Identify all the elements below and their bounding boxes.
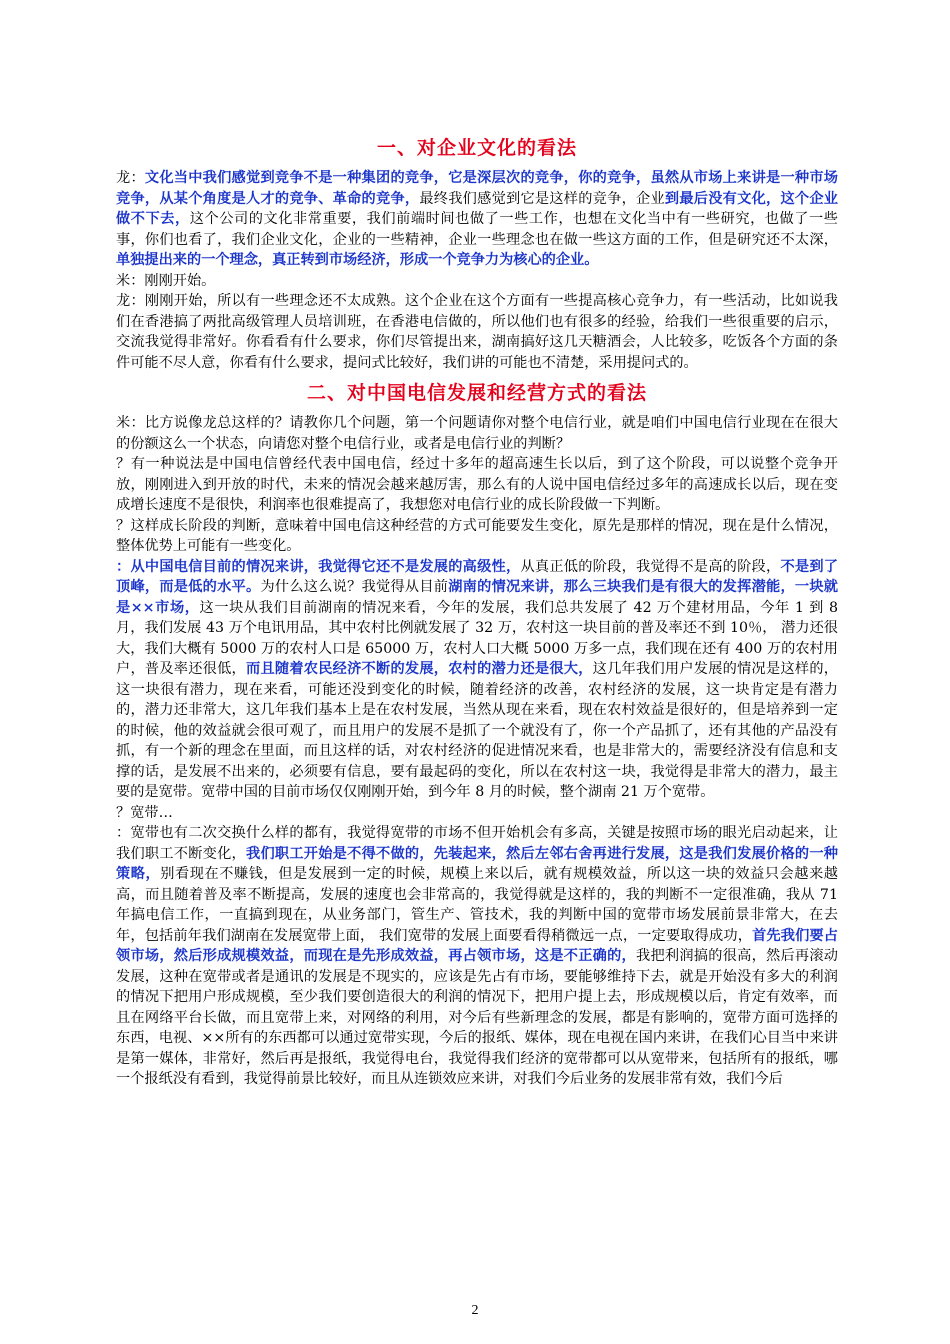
- body-text: 从真正低的阶段，我觉得不是高的阶段，: [520, 558, 781, 575]
- document-body: [116, 128, 838, 1090]
- highlighted-text: 到最后没有文化，这个企业做不下去，: [116, 190, 838, 227]
- paragraph: ？这样成长阶段的判断，意味着中国电信这种经营的方式可能要发生变化，原先是那样的情况，现在是什么情况，整体优势上可能有一些变化。: [116, 517, 838, 554]
- body-text: 最终我们感觉到它是这样的竞争，企业: [419, 190, 665, 207]
- section-heading-telecom-development: 二、对中国电信发展和经营方式的看法: [306, 382, 647, 404]
- paragraph: 龙：刚刚开始，所以有一些理念还不太成熟。这个企业在这个方面有一些提高核心竞争力，有一些活动，比如说我们在香港搞了两批高级管理人员培训班，在香港电信做的，所以他们也有很多的经验，给我们一些很重要的启示，交流我觉得非常好。你看看有什么要求，你们尽管提出来，湖南搞好这几天糖酒会，人比较多，吃饭各个方面的条件可能不尽人意，你看有什么要求，提问式比较好，我们讲的可能也不清楚，采用提问式的。: [116, 293, 838, 371]
- paragraph: [116, 168, 838, 271]
- paragraph: [116, 557, 838, 803]
- paragraph: [116, 823, 838, 1090]
- body-text: 我把利润搞的很高，然后再滚动发展，这种在宽带或者是通讯的发展是不现实的，应该是先占有市场，要能够维持下去，就是开始没有多大的利润的情况下把用户形成规模，至少我们要创造很大的利润的情况下，把用户提上去，形成规模以后，肯定有效率，而且在网络平台长做，而且宽带上来，对网络的利用，对今后有些新理念的发展，都是有影响的，宽带方面可选择的东西，电视、××所有的东西都可以通过宽带实现，今后的报纸、媒体，现在电视在国内来讲，在我们心目当中来讲是第一媒体，非常好，然后再是报纸，我觉得电台，我觉得我们经济的宽带都可以从宽带来，包括所有的报纸，哪一个报纸没有看到，我觉得前景比较好，而且从连锁效应来讲，对我们今后业务的发展非常有效，我们今后: [116, 948, 838, 1087]
- paragraph: 米：刚刚开始。: [116, 272, 216, 289]
- highlighted-text: 我们职工开始是不得不做的，先装起来，然后左邻右舍再进行发展，这是我们发展价格的一种策略，: [116, 845, 838, 882]
- body-text: 为什么这么说？我觉得从目前: [260, 579, 449, 595]
- highlighted-text: 不是到了顶峰，而是低的水平。: [116, 558, 838, 595]
- body-text: 这一块从我们目前湖南的情况来看，今年的发展，我们总共发展了 42 万个建材用品，今年 1 到 8 月，我们发展 43 万个电讯用品，其中农村比例就发展了 32 万，农村这一块目前的普及率还不到 10％， 潜力还很大，我们大概有 5000 万的农村人口是 65000 万，农村人口大概 5000 万多一点，我们现在还有 400 万的农村用户，普及率还很低，: [116, 599, 838, 677]
- paragraph: ？有一种说法是中国电信曾经代表中国电信，经过十多年的超高速生长以后，到了这个阶段，可以说整个竞争开放，刚刚进入到开放的时代，未来的情况会越来越厉害，那么有的人说中国电信经过多年的高速成长以后，现在变成增长速度不是很快，利润率也很难提高了，我想您对电信行业的成长阶段做一下判断。: [116, 456, 838, 513]
- paragraph: 米：比方说像龙总这样的？请教你几个问题，第一个问题请你对整个电信行业，就是咱们中国电信行业现在在很大的份额这么一个状态，向请您对整个电信行业，或者是电信行业的判断？: [116, 415, 838, 452]
- body-text: 这个公司的文化非常重要，我们前端时间也做了一些工作，也想在文化当中有一些研究，也做了一些事，你们也看了，我们企业文化，企业的一些精神，企业一些理念也在做一些这方面的工作，但是研究还不太深，: [116, 211, 838, 248]
- highlighted-text: 单独提出来的一个理念，真正转到市场经济，形成一个竞争力为核心的企业。: [116, 252, 599, 268]
- body-text: ：宽带也有二次交换什么样的都有，我觉得宽带的市场不但开始机会有多高，关键是按照市场的眼光启动起来，让我们职工不断变化，: [116, 825, 838, 862]
- paragraph: ？宽带…: [116, 804, 173, 821]
- speaker-label: 龙：: [116, 170, 145, 186]
- highlighted-text: 湖南的情况来讲，那么三块我们是有很大的发挥潜能，一块就是××市场，: [116, 579, 838, 616]
- highlighted-text: ：从中国电信目前的情况来讲，我觉得它还不是发展的高级性，: [116, 558, 521, 575]
- body-text: 别看现在不赚钱，但是发展到一定的时候，规模上来以后，就有规模效益，所以这一块的效益只会越来越高，而且随着普及率不断提高，发展的速度也会非常高的，我觉得就是这样的，我的判断不一定很准确，我从 71 年搞电信工作，一直搞到现在，从业务部门，管生产、管技术，我的判断中国的宽带市场发展前景非常大，在去年，包括前年我们湖南在发展宽带上面， 我们宽带的发展上面要看得稍微远一点，一定要取得成功，: [116, 866, 838, 944]
- highlighted-text: 而且随着农民经济不断的发展，农村的潜力还是很大，: [246, 661, 593, 677]
- page-number: 2: [471, 1303, 479, 1318]
- highlighted-text: 文化当中我们感觉到竞争不是一种集团的竞争，它是深层次的竞争，你的竞争，虽然从市场上来讲是一种市场竞争，从某个角度是人才的竞争、革命的竞争，: [116, 170, 838, 207]
- body-text: 这几年我们用户发展的情况是这样的，这一块很有潜力，现在来看，可能还没到变化的时候，随着经济的改善，农村经济的发展，这一块肯定是有潜力的，潜力还非常大，这几年我们基本上是在农村发展，当然从现在来看，现在农村效益是很好的，但是培养到一定的时候，他的效益就会很可观了，而且用户的发展不是抓了一个就没有了，你一个产品抓了，还有其他的产品没有抓，有一个新的理念在里面，而且这样的话，对农村经济的促进情况来看，也是非常大的，需要经济没有信息和支撑的话，是发展不出来的，必须要有信息，要有最起码的变化，所以在农村这一块，我觉得是非常大的潜力，最主要的是宽带。宽带中国的目前市场仅仅刚刚开始，到今年 8 月的时候，整个湖南 21 万个宽带。: [116, 661, 838, 800]
- section-heading-corporate-culture: 一、对企业文化的看法: [376, 137, 577, 159]
- highlighted-text: 首先我们要占领市场，然后形成规模效益，而现在是先形成效益，再占领市场，这是不正确的，: [116, 927, 838, 964]
